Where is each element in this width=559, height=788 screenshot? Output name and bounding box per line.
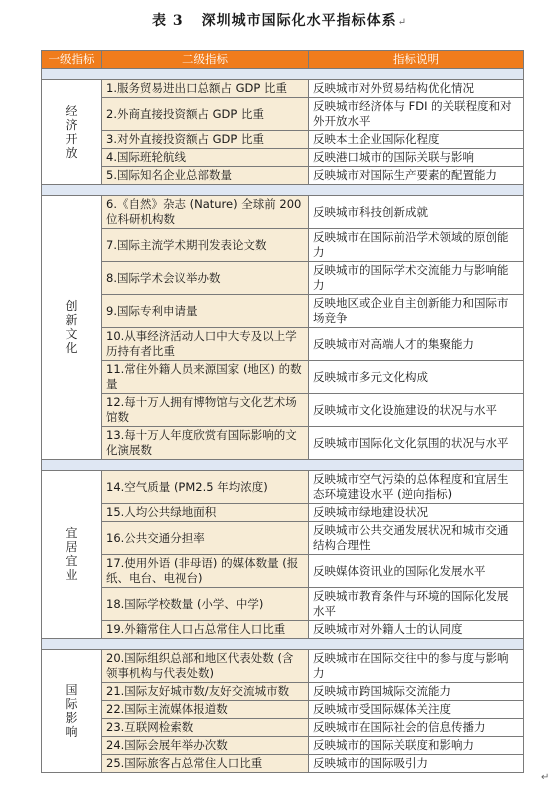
indicator-cell: 12.每十万人拥有博物馆与文化艺术场馆数 xyxy=(102,394,309,427)
table-row xyxy=(42,131,524,149)
table-row xyxy=(42,737,524,755)
description-cell: 反映城市多元文化构成 xyxy=(309,361,524,394)
paragraph-mark-icon: ↵ xyxy=(397,17,407,28)
table-row xyxy=(42,394,524,427)
indicator-cell: 21.国际友好城市数/友好交流城市数 xyxy=(102,683,309,701)
group-separator-row xyxy=(42,639,524,650)
table-row xyxy=(42,701,524,719)
table-row xyxy=(42,167,524,185)
description-cell: 反映城市教育条件与环境的国际化发展水平 xyxy=(309,588,524,621)
table-row xyxy=(42,196,524,229)
indicator-cell: 2.外商直接投资额占 GDP 比重 xyxy=(102,98,309,131)
indicator-cell: 9.国际专利申请量 xyxy=(102,295,309,328)
description-cell: 反映城市经济体与 FDI 的关联程度和对外开放水平 xyxy=(309,98,524,131)
table-row xyxy=(42,650,524,683)
description-cell: 反映城市对外贸易结构优化情况 xyxy=(309,80,524,98)
table-row xyxy=(42,621,524,639)
indicator-cell: 7.国际主流学术期刊发表论文数 xyxy=(102,229,309,262)
table-row xyxy=(42,149,524,167)
description-cell: 反映城市绿地建设状况 xyxy=(309,504,524,522)
indicator-cell: 25.国际旅客占总常住人口比重 xyxy=(102,755,309,773)
indicator-cell: 14.空气质量 (PM2.5 年均浓度) xyxy=(102,471,309,504)
indicator-table xyxy=(41,50,524,773)
description-cell: 反映城市的国际关联度和影响力 xyxy=(309,737,524,755)
table-row xyxy=(42,719,524,737)
description-cell: 反映城市公共交通发展状况和城市交通结构合理性 xyxy=(309,522,524,555)
table-number: 表 3 xyxy=(151,13,184,29)
description-cell: 反映城市的国际学术交流能力与影响能力 xyxy=(309,262,524,295)
description-cell: 反映城市跨国城际交流能力 xyxy=(309,683,524,701)
end-paragraph-mark-icon: ↵ xyxy=(541,772,550,783)
category-label: 经济开放 xyxy=(65,103,78,160)
indicator-cell: 8.国际学术会议举办数 xyxy=(102,262,309,295)
indicator-cell: 1.服务贸易进出口总额占 GDP 比重 xyxy=(102,80,309,98)
indicator-cell: 6.《自然》杂志 (Nature) 全球前 200 位科研机构数 xyxy=(102,196,309,229)
spacer-row xyxy=(42,69,524,80)
description-cell: 反映城市对外籍人士的认同度 xyxy=(309,621,524,639)
indicator-cell: 3.对外直接投资额占 GDP 比重 xyxy=(102,131,309,149)
header-level1: 一级指标 xyxy=(42,51,102,69)
group-separator-row xyxy=(42,185,524,196)
table-title: 深圳城市国际化水平指标体系 xyxy=(201,13,397,29)
category-label: 宜居宜业 xyxy=(65,526,78,582)
category-cell xyxy=(42,650,102,773)
table-header-row xyxy=(42,51,524,69)
table-row xyxy=(42,427,524,460)
description-cell: 反映城市在国际前沿学术领域的原创能力 xyxy=(309,229,524,262)
indicator-cell: 22.国际主流媒体报道数 xyxy=(102,701,309,719)
description-cell: 反映城市科技创新成就 xyxy=(309,196,524,229)
description-cell: 反映媒体资讯业的国际化发展水平 xyxy=(309,555,524,588)
indicator-cell: 11.常住外籍人员来源国家 (地区) 的数量 xyxy=(102,361,309,394)
group-separator-row xyxy=(42,460,524,471)
table-row xyxy=(42,80,524,98)
category-cell xyxy=(42,471,102,639)
indicator-cell: 10.从事经济活动人口中大专及以上学历持有者比重 xyxy=(102,328,309,361)
document-title xyxy=(0,10,559,30)
table-row xyxy=(42,471,524,504)
table-row xyxy=(42,361,524,394)
table-row xyxy=(42,588,524,621)
description-cell: 反映城市对国际生产要素的配置能力 xyxy=(309,167,524,185)
description-cell: 反映城市受国际媒体关注度 xyxy=(309,701,524,719)
table-body xyxy=(42,69,524,773)
indicator-cell: 17.使用外语 (非母语) 的媒体数量 (报纸、电台、电视台) xyxy=(102,555,309,588)
table-row xyxy=(42,328,524,361)
indicator-cell: 15.人均公共绿地面积 xyxy=(102,504,309,522)
description-cell: 反映城市在国际交往中的参与度与影响力 xyxy=(309,650,524,683)
description-cell: 反映城市在国际社会的信息传播力 xyxy=(309,719,524,737)
category-label: 国际影响 xyxy=(65,682,78,739)
indicator-cell: 23.互联网检索数 xyxy=(102,719,309,737)
description-cell: 反映城市国际化文化氛围的状况与水平 xyxy=(309,427,524,460)
category-label: 创新文化 xyxy=(65,299,78,355)
description-cell: 反映港口城市的国际关联与影响 xyxy=(309,149,524,167)
description-cell: 反映城市的国际吸引力 xyxy=(309,755,524,773)
table-row xyxy=(42,295,524,328)
description-cell: 反映本土企业国际化程度 xyxy=(309,131,524,149)
category-cell xyxy=(42,80,102,185)
indicator-cell: 19.外籍常住人口占总常住人口比重 xyxy=(102,621,309,639)
indicator-cell: 5.国际知名企业总部数量 xyxy=(102,167,309,185)
table-row xyxy=(42,229,524,262)
category-cell xyxy=(42,196,102,460)
header-description: 指标说明 xyxy=(309,51,524,69)
gap-cell xyxy=(42,69,524,80)
gap-cell xyxy=(42,639,524,650)
description-cell: 反映城市文化设施建设的状况与水平 xyxy=(309,394,524,427)
header-level2: 二级指标 xyxy=(102,51,309,69)
description-cell: 反映城市对高端人才的集聚能力 xyxy=(309,328,524,361)
table-row xyxy=(42,522,524,555)
indicator-cell: 24.国际会展年举办次数 xyxy=(102,737,309,755)
indicator-cell: 18.国际学校数量 (小学、中学) xyxy=(102,588,309,621)
description-cell: 反映地区或企业自主创新能力和国际市场竞争 xyxy=(309,295,524,328)
table-row xyxy=(42,262,524,295)
table-row xyxy=(42,555,524,588)
table-row xyxy=(42,504,524,522)
table-row xyxy=(42,683,524,701)
description-cell: 反映城市空气污染的总体程度和宜居生态环境建设水平 (逆向指标) xyxy=(309,471,524,504)
indicator-cell: 20.国际组织总部和地区代表处数 (含领事机构与代表处数) xyxy=(102,650,309,683)
gap-cell xyxy=(42,460,524,471)
indicator-cell: 4.国际班轮航线 xyxy=(102,149,309,167)
gap-cell xyxy=(42,185,524,196)
indicator-cell: 13.每十万人年度欣赏有国际影响的文化演展数 xyxy=(102,427,309,460)
table-row xyxy=(42,755,524,773)
indicator-cell: 16.公共交通分担率 xyxy=(102,522,309,555)
table-row xyxy=(42,98,524,131)
